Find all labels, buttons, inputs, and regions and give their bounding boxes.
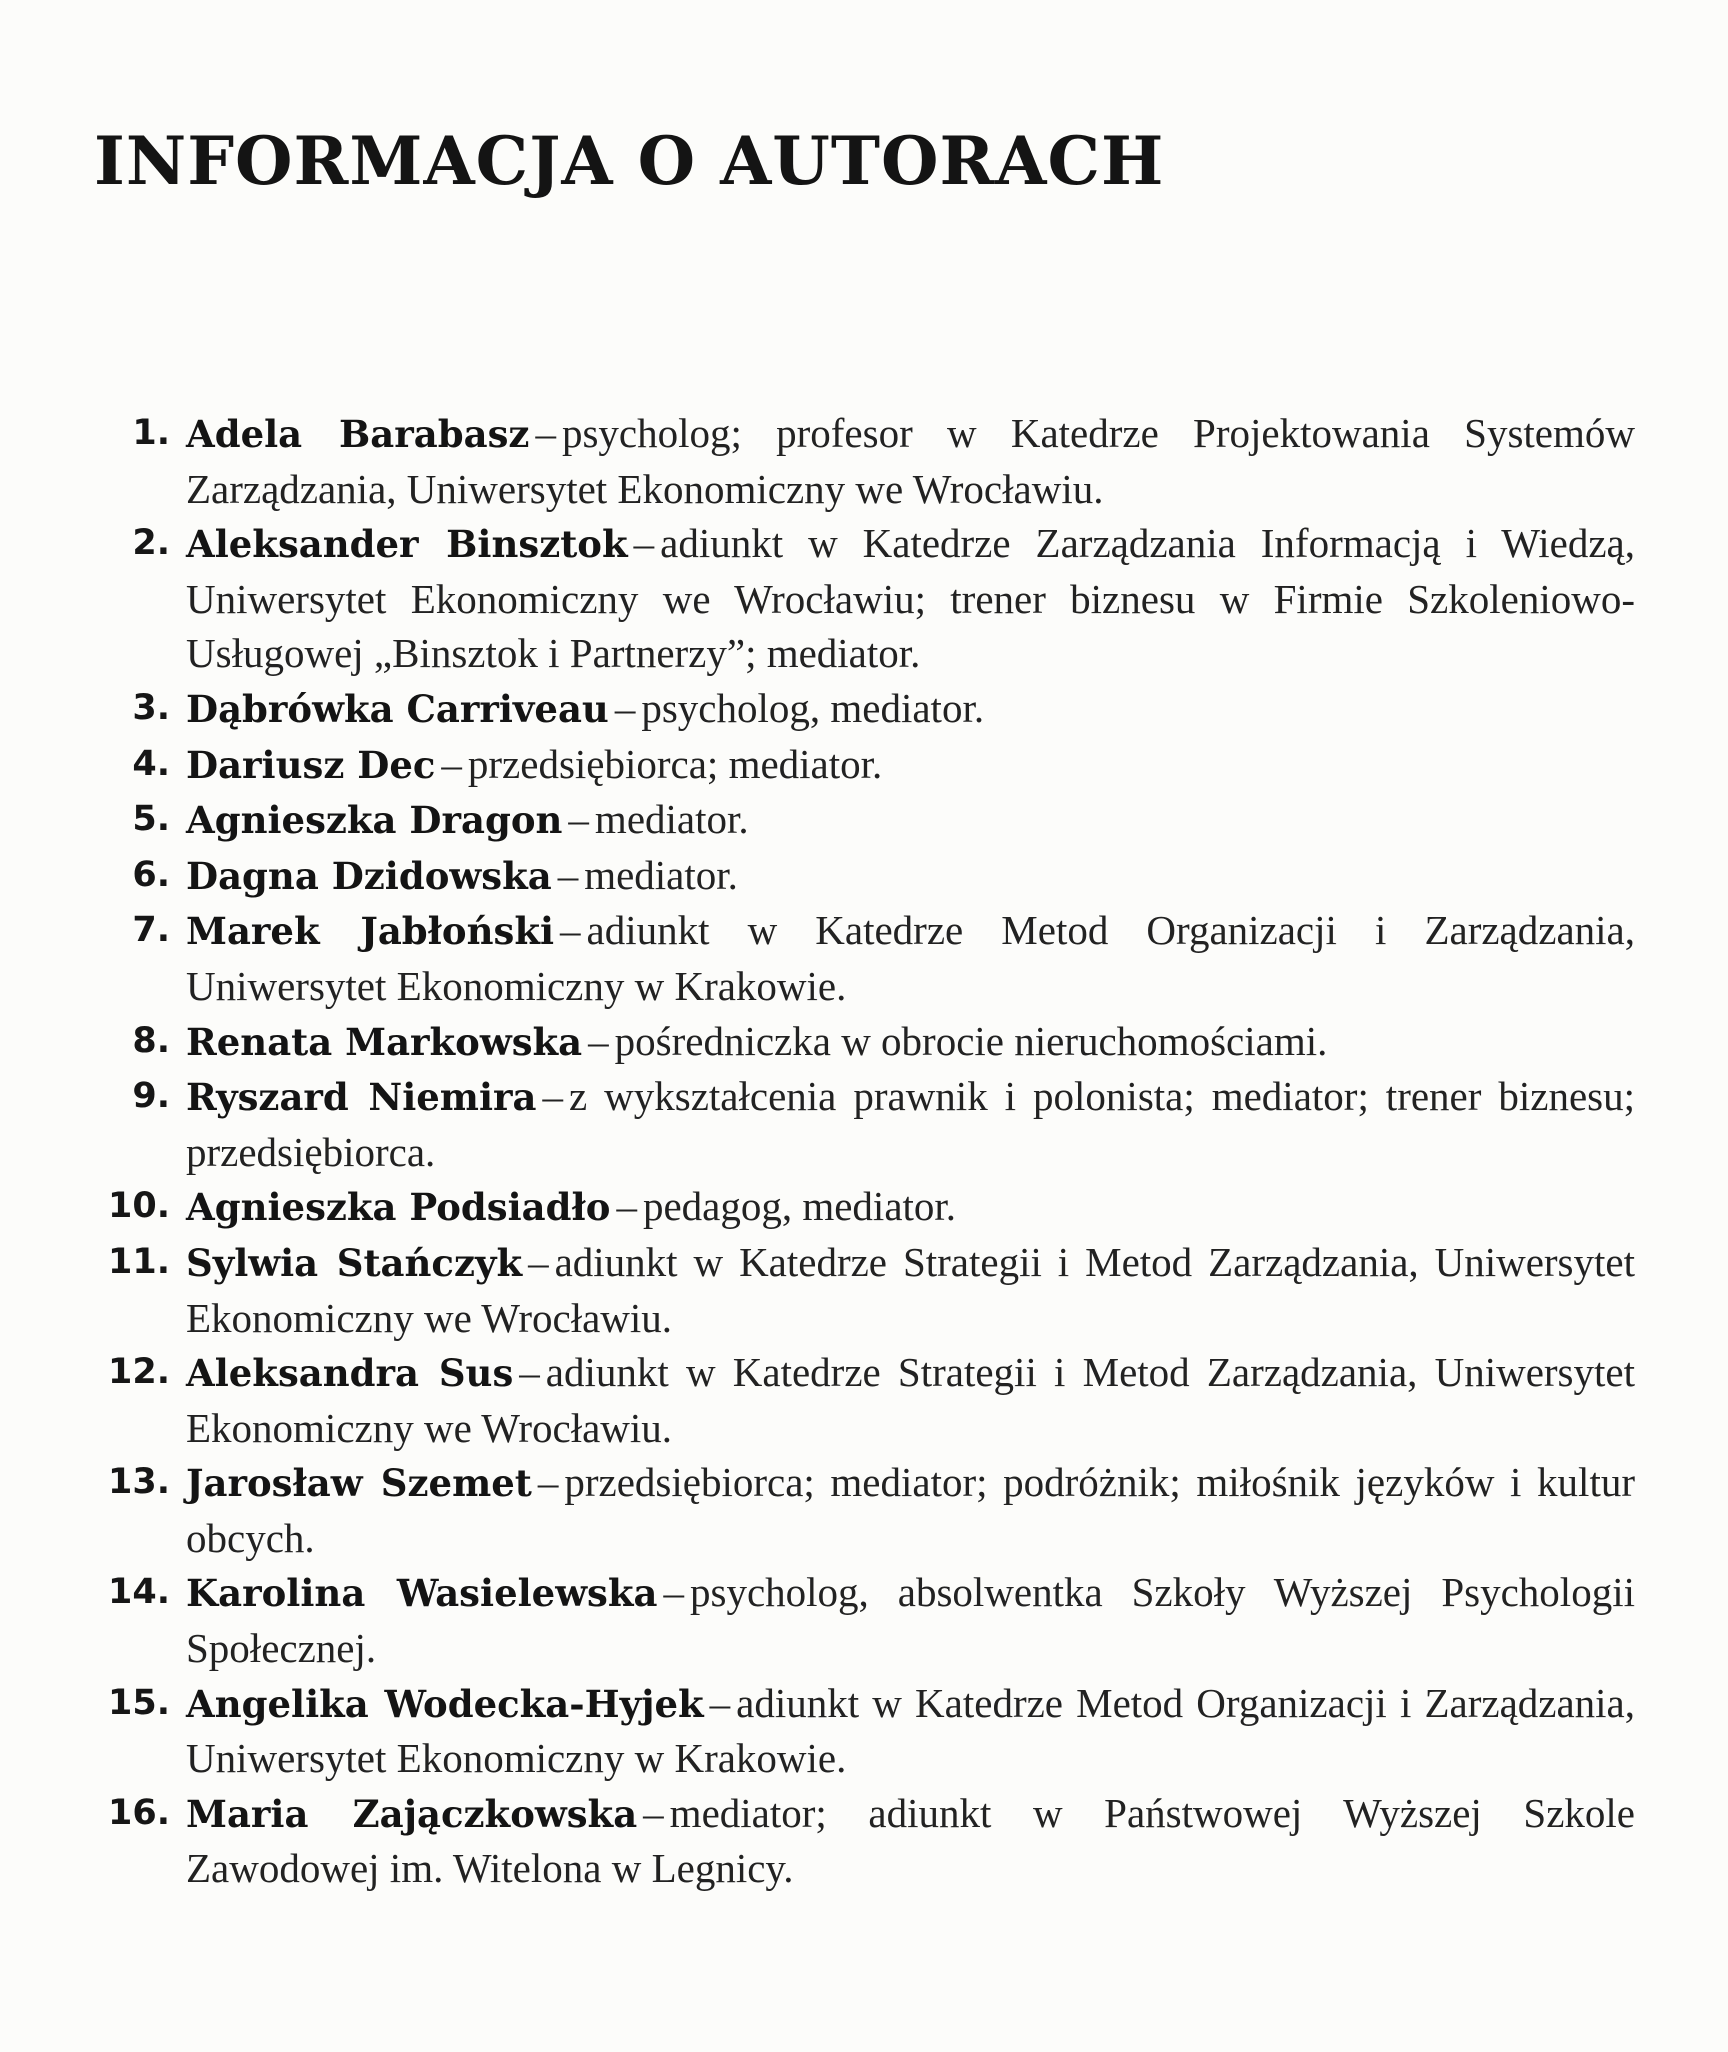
author-description: adiunkt w Katedrze Metod Organizacji i Zarządzania, Uniwersytet Ekonomiczny w Krakowie. <box>186 907 1635 1009</box>
author-description: pośredniczka w obrocie nieruchomościami. <box>614 1017 1328 1064</box>
dash-separator: – <box>441 740 462 787</box>
author-description: pedagog, mediator. <box>642 1183 957 1230</box>
dash-separator: – <box>528 1238 549 1285</box>
author-number: 4. <box>132 743 170 784</box>
author-number: 11. <box>107 1241 170 1282</box>
author-number: 2. <box>132 523 170 564</box>
author-number: 6. <box>132 854 170 895</box>
author-name: Angelika Wodecka-Hyjek <box>186 1681 704 1726</box>
author-description: psycholog, mediator. <box>641 684 985 731</box>
page-title: INFORMACJA O AUTORACH <box>94 122 1165 200</box>
author-item-6 <box>100 848 1635 904</box>
author-number: 14. <box>107 1572 170 1613</box>
dash-separator: – <box>557 851 579 898</box>
author-item-9 <box>100 1069 1635 1179</box>
author-description: z wykształcenia prawnik i polonista; mediator; trener biznesu; przedsiębiorca. <box>186 1073 1636 1175</box>
author-number: 10. <box>107 1186 170 1227</box>
author-name: Dariusz Dec <box>186 742 436 787</box>
author-name: Jarosław Szemet <box>186 1461 532 1506</box>
dash-separator: – <box>663 1569 684 1616</box>
author-name: Dąbrówka Carriveau <box>186 686 609 731</box>
author-item-14 <box>100 1565 1635 1675</box>
dash-separator: – <box>537 1459 559 1506</box>
author-item-15 <box>100 1676 1635 1786</box>
author-number: 5. <box>132 799 170 840</box>
author-description: przedsiębiorca; mediator. <box>467 740 883 787</box>
author-name: Agnieszka Dragon <box>186 798 563 843</box>
author-item-12 <box>100 1345 1635 1455</box>
author-name: Adela Barabasz <box>186 412 530 456</box>
author-number: 13. <box>107 1462 170 1503</box>
dash-separator: – <box>588 1017 609 1064</box>
author-name: Maria Zajączkowska <box>186 1791 638 1836</box>
author-item-16 <box>100 1786 1635 1896</box>
author-description: adiunkt w Katedrze Metod Organizacji i Zarządzania, Uniwersytet Ekonomiczny w Krakowie. <box>186 1679 1635 1782</box>
author-name: Aleksandra Sus <box>186 1351 514 1396</box>
author-name: Renata Markowska <box>186 1019 583 1064</box>
author-description: adiunkt w Katedrze Zarządzania Informacją i Wiedzą, Uniwersytet Ekonomiczny we Wrocławiu; trener biznesu w Firmie Szkoleniowo-Usługowej „Binsztok i Partnerzy”; mediator. <box>186 520 1635 677</box>
dash-separator: – <box>709 1679 731 1726</box>
author-item-7 <box>100 903 1635 1013</box>
dash-separator: – <box>560 907 581 954</box>
author-item-10 <box>100 1179 1635 1235</box>
author-number: 1. <box>132 413 170 453</box>
author-item-5 <box>100 792 1635 848</box>
dash-separator: – <box>542 1073 563 1120</box>
author-description: psycholog, absolwentka Szkoły Wyższej Psychologii Społecznej. <box>186 1569 1635 1672</box>
author-item-2 <box>100 516 1635 681</box>
dash-separator: – <box>535 410 556 456</box>
author-name: Dagna Dzidowska <box>186 853 552 898</box>
author-item-1 <box>100 406 1635 516</box>
author-description: mediator; adiunkt w Państwowej Wyższej Szkole Zawodowej im. Witelona w Legnicy. <box>186 1789 1635 1892</box>
dash-separator: – <box>519 1349 540 1396</box>
author-description: adiunkt w Katedrze Strategii i Metod Zarządzania, Uniwersytet Ekonomiczny we Wrocławiu. <box>186 1349 1635 1451</box>
dash-separator: – <box>616 1183 637 1230</box>
dash-separator: – <box>614 684 636 731</box>
dash-separator: – <box>633 520 655 567</box>
dash-separator: – <box>643 1789 664 1836</box>
author-number: 15. <box>107 1682 170 1723</box>
author-name: Agnieszka Podsiadło <box>186 1185 611 1230</box>
author-item-8 <box>100 1014 1635 1070</box>
author-name: Marek Jabłoński <box>186 909 555 954</box>
author-number: 16. <box>107 1792 170 1833</box>
author-number: 3. <box>132 687 170 728</box>
author-name: Ryszard Niemira <box>186 1075 537 1120</box>
author-name: Aleksander Binsztok <box>186 522 628 567</box>
author-description: mediator. <box>584 851 738 898</box>
author-item-3 <box>100 681 1635 737</box>
author-item-4 <box>100 737 1635 793</box>
author-number: 8. <box>132 1020 170 1061</box>
author-description: mediator. <box>594 796 749 843</box>
author-list <box>100 406 1635 1896</box>
author-number: 9. <box>132 1076 170 1117</box>
author-item-11 <box>100 1235 1635 1345</box>
author-description: przedsiębiorca; mediator; podróżnik; miłośnik języków i kultur obcych. <box>186 1459 1635 1561</box>
dash-separator: – <box>568 796 589 843</box>
author-number: 12. <box>107 1352 170 1393</box>
author-name: Karolina Wasielewska <box>186 1571 658 1616</box>
author-item-13 <box>100 1455 1635 1565</box>
author-description: psycholog; profesor w Katedrze Projektowania Systemów Zarządzania, Uniwersytet Ekonomiczny we Wrocławiu. <box>186 410 1635 512</box>
author-name: Sylwia Stańczyk <box>186 1240 523 1285</box>
author-description: adiunkt w Katedrze Strategii i Metod Zarządzania, Uniwersytet Ekonomiczny we Wrocławiu. <box>186 1238 1635 1341</box>
author-number: 7. <box>132 910 170 951</box>
